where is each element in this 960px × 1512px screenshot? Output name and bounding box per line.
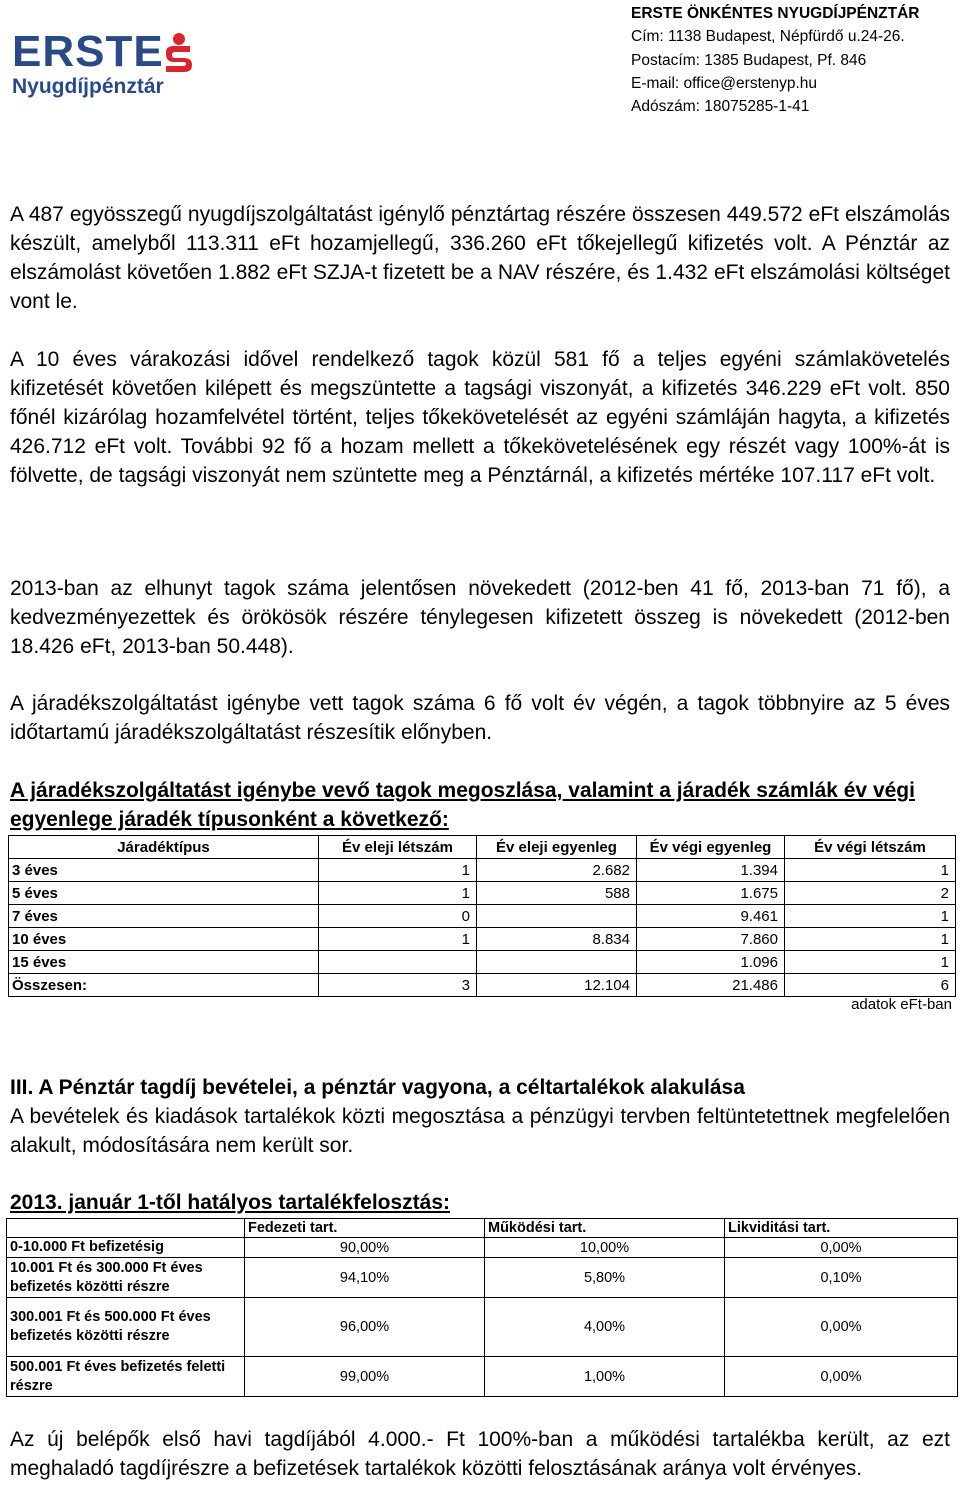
table-cell: 1 [785,905,956,928]
table-row [7,1357,958,1397]
table-cell: 1.394 [637,859,785,882]
column-header: Járadéktípus [9,836,319,859]
table-cell: 7.860 [637,928,785,951]
table-cell: 12.104 [477,974,637,997]
column-header: Likviditási tart. [725,1219,958,1238]
table-cell: 3 [319,974,477,997]
table-cell: 8.834 [477,928,637,951]
table-total-row [9,974,956,997]
erste-s-icon [162,32,196,72]
logo-name: ERSTE [12,27,164,76]
reserve-split-table [6,1218,958,1397]
org-name: ERSTE ÖNKÉNTES NYUGDÍJPÉNZTÁR [631,5,920,22]
table-cell: 5,80% [485,1258,725,1298]
column-header: Év eleji létszám [319,836,477,859]
table-cell: 10 éves [9,928,319,951]
table-row [7,1298,958,1357]
paragraph-reserves: A bevételek és kiadások tartalékok közti megosztása a pénzügyi tervben feltüntetettnek megfelelően alakult, módosítására nem került sor. [10,1105,950,1157]
annuity-table [8,835,956,997]
table-unit-note: adatok eFt-ban [851,996,952,1013]
table-cell: 0,10% [725,1258,958,1298]
column-header: Év végi létszám [785,836,956,859]
table-header-row [7,1219,958,1238]
email: E-mail: office@erstenyp.hu [631,74,818,92]
table-cell: 500.001 Ft éves befizetés feletti részre [7,1357,245,1397]
reserve-split-heading: 2013. január 1-től hatályos tartalékfelosztás: [10,1191,451,1214]
table-cell: 1,00% [485,1357,725,1397]
table-cell: 94,10% [245,1258,485,1298]
tax-number: Adószám: 18075285-1-41 [631,98,810,116]
table-cell: 99,00% [245,1357,485,1397]
table-cell [319,951,477,974]
paragraph-deceased-members: 2013-ban az elhunyt tagok száma jelentősen növekedett (2012-ben 41 fő, 2013-ban 71 fő), a kedvezményezettek és örökösök részére ténylegesen kifizetett összeg is növekedett (2012-ben 18.426 eFt, 2013-ban 50.448). [10,577,950,658]
table-cell: 1 [785,928,956,951]
table-row [9,905,956,928]
paragraph-lump-sum: A 487 egyösszegű nyugdíjszolgáltatást igénylő pénztártag részére összesen 449.572 eFt elszámolás készült, amelyből 113.311 eFt hozamjellegű, 336.260 eFt tőkejellegű kifizetés volt. A Pénztár az elszámolást követően 1.882 eFt SZJA-t fizetett be a NAV részére, és 1.432 eFt elszámolási költséget vont le. [10,203,950,313]
table-cell [477,905,637,928]
header-contact [631,2,920,118]
section-heading: III. A Pénztár tagdíj bevételei, a pénztár vagyona, a céltartalékok alakulása [10,1076,745,1099]
paragraph-new-members: Az új belépők első havi tagdíjából 4.000.- Ft 100%-ban a működési tartalékba került, az ezt meghaladó tagdíjrészre a befizetések tartalékok közötti felosztásának aránya volt érvényes. [10,1428,950,1480]
table-cell: 6 [785,974,956,997]
table-row [9,951,956,974]
address: Cím: 1138 Budapest, Népfürdő u.24-26. [631,28,905,46]
table-cell: 90,00% [245,1238,485,1258]
table-cell: 2.682 [477,859,637,882]
table-cell: 1 [319,928,477,951]
table-cell: 4,00% [485,1298,725,1357]
column-header: Év végi egyenleg [637,836,785,859]
table-cell: 1 [785,951,956,974]
table-cell: 0-10.000 Ft befizetésig [7,1238,245,1258]
table-cell: 10,00% [485,1238,725,1258]
table-cell: Összesen: [9,974,319,997]
table-cell: 1 [319,882,477,905]
postal-address: Postacím: 1385 Budapest, Pf. 846 [631,51,867,69]
table-row [7,1238,958,1258]
table-cell: 1 [319,859,477,882]
column-header: Fedezeti tart. [245,1219,485,1238]
table-cell: 10.001 Ft és 300.000 Ft éves befizetés közötti részre [7,1258,245,1298]
table-cell: 96,00% [245,1298,485,1357]
table-cell: 9.461 [637,905,785,928]
logo-subtitle: Nyugdíjpénztár [12,75,164,98]
table-cell: 5 éves [9,882,319,905]
table-cell [477,951,637,974]
table-cell: 300.001 Ft és 500.000 Ft éves befizetés közötti részre [7,1298,245,1357]
table-header-row [9,836,956,859]
annuity-table-heading: A járadékszolgáltatást igénybe vevő tagok megoszlása, valamint a járadék számlák év végi egyenlege járadék típusonként a következő: [10,779,915,831]
erste-logo [8,22,198,104]
paragraph-annuity: A járadékszolgáltatást igénybe vett tagok száma 6 fő volt év végén, a tagok többnyire az 5 éves időtartamú járadékszolgáltatást részesítik előnyben. [10,692,950,744]
table-row [9,882,956,905]
table-cell: 0 [319,905,477,928]
table-cell: 588 [477,882,637,905]
column-header [7,1219,245,1238]
table-cell: 1 [785,859,956,882]
table-cell: 15 éves [9,951,319,974]
table-cell: 2 [785,882,956,905]
table-cell: 21.486 [637,974,785,997]
table-row [9,859,956,882]
table-cell: 0,00% [725,1298,958,1357]
paragraph-ten-year-members: A 10 éves várakozási idővel rendelkező tagok közül 581 fő a teljes egyéni számlakövetelés kifizetését követően kilépett és megszüntette a tagsági viszonyát, a kifizetés 346.229 eFt volt. 850 főnél kizárólag hozamfelvétel történt, teljes tőkekövetelését az egyéni számláján hagyta, a kifizetés 426.712 eFt volt. További 92 fő a hozam mellett a tőkekövetelésének egy részét vagy 100%-át is fölvette, de tagsági viszonyát nem szüntette meg a Pénztárnál, a kifizetés mértéke 107.117 eFt volt. [10,348,950,487]
table-cell: 7 éves [9,905,319,928]
table-cell: 1.096 [637,951,785,974]
table-cell: 3 éves [9,859,319,882]
table-cell: 0,00% [725,1357,958,1397]
table-cell: 1.675 [637,882,785,905]
table-row [9,928,956,951]
column-header: Működési tart. [485,1219,725,1238]
table-cell: 0,00% [725,1238,958,1258]
table-row [7,1258,958,1298]
column-header: Év eleji egyenleg [477,836,637,859]
